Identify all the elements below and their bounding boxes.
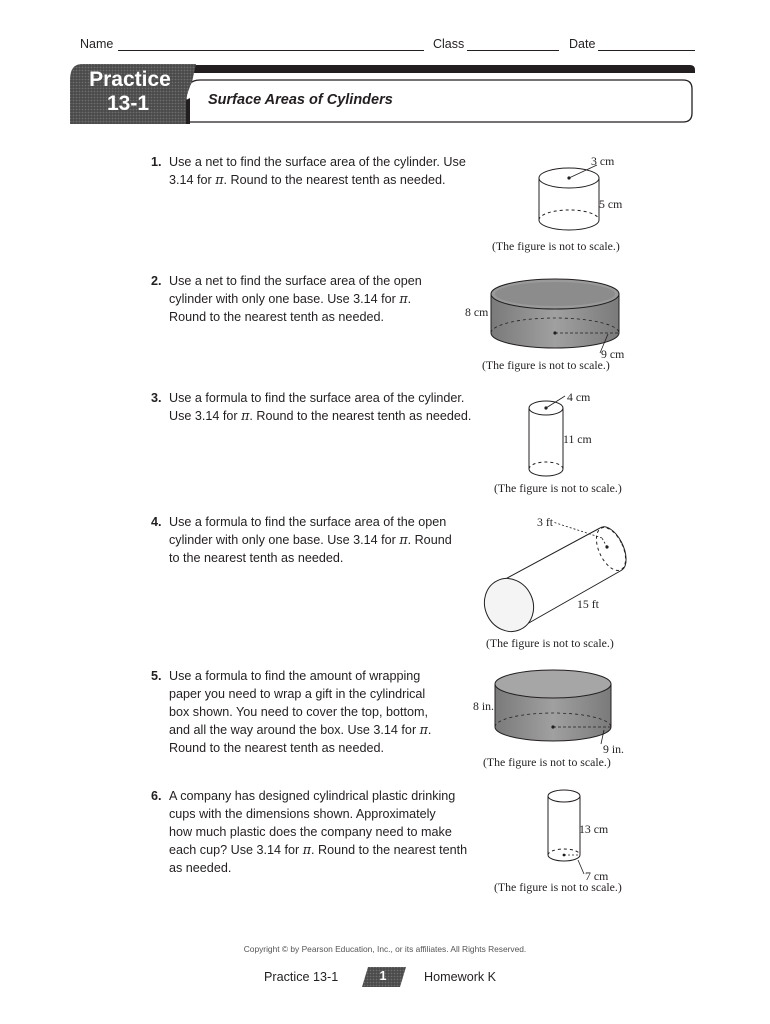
pi-symbol: π (399, 291, 408, 306)
figure-1-height-label: 5 cm (599, 197, 623, 211)
question-text-line: Round to the nearest tenth as needed. (169, 310, 384, 324)
question-text-line: box shown. You need to cover the top, bottom, (169, 705, 429, 719)
question-text-line: how much plastic does the company need to make (169, 825, 452, 839)
question-number: 3. (151, 391, 162, 405)
question-number: 2. (151, 274, 162, 288)
question-text-line: . Round to the nearest tenth as needed. (223, 173, 446, 187)
figure-4-tilted-cylinder (470, 510, 640, 640)
practice-number: 13-1 (106, 92, 150, 115)
figure-4-radius-label: 3 ft (537, 515, 554, 529)
figure-5-note: (The figure is not to scale.) (483, 755, 611, 769)
figure-5-height-label: 8 in. (473, 699, 494, 713)
figure-1-radius-label: 3 cm (591, 154, 615, 168)
question-text-line: A company has designed cylindrical plastic drinking (169, 789, 456, 803)
figure-2-height-label: 8 cm (465, 305, 489, 319)
question-text-line: cups with the dimensions shown. Approximately (169, 807, 436, 821)
footer-homework-label: Homework K (424, 970, 497, 984)
figure-2-radius-label: 9 cm (601, 347, 625, 361)
question-text-line: each cup? Use 3.14 for (169, 843, 300, 857)
figure-3-radius-label: 4 cm (567, 390, 591, 404)
pi-symbol: π (241, 408, 250, 423)
question-text-line: cylinder with only one base. Use 3.14 for (169, 292, 396, 306)
figure-3-note: (The figure is not to scale.) (494, 481, 622, 495)
figure-3-height-label: 11 cm (563, 432, 592, 446)
question-text-line: Use a net to find the surface area of the open (169, 274, 422, 288)
question-text-line: Round to the nearest tenth as needed. (169, 741, 384, 755)
question-number: 6. (151, 789, 162, 803)
figure-4-length-label: 15 ft (577, 597, 599, 611)
name-label: Name (80, 37, 114, 51)
question-number: 4. (151, 515, 162, 529)
figure-6-height-label: 13 cm (579, 822, 609, 836)
date-label: Date (569, 37, 596, 51)
practice-word: Practice (89, 68, 171, 91)
question-text-line: Use a net to find the surface area of the cylinder. Use (169, 155, 466, 169)
question-text-line: 3.14 for (169, 173, 212, 187)
figure-1-note: (The figure is not to scale.) (492, 239, 620, 253)
question-text-line: paper you need to wrap a gift in the cylindrical (169, 687, 426, 701)
pi-symbol: π (215, 172, 224, 187)
question-text-line: Use a formula to find the surface area of the cylinder. (169, 391, 465, 405)
question-text-line: to the nearest tenth as needed. (169, 551, 344, 565)
question-text-line: and all the way around the box. Use 3.14 for (169, 723, 417, 737)
class-label: Class (433, 37, 465, 51)
question-text-line: Use a formula to find the surface area of the open (169, 515, 447, 529)
question-text-line: Use 3.14 for (169, 409, 238, 423)
page-title: Surface Areas of Cylinders (208, 92, 393, 108)
pi-symbol: π (419, 722, 428, 737)
figure-5-radius-label: 9 in. (603, 742, 624, 756)
figure-6-note: (The figure is not to scale.) (494, 880, 622, 894)
page-number: 1 (379, 969, 387, 983)
copyright-notice: Copyright © by Pearson Education, Inc., or its affiliates. All Rights Reserved. (243, 944, 527, 954)
footer-practice-label: Practice 13-1 (264, 970, 339, 984)
figure-2-note: (The figure is not to scale.) (482, 358, 610, 372)
question-number: 1. (151, 155, 162, 169)
question-text-line: as needed. (169, 861, 232, 875)
question-text-line: Use a formula to find the amount of wrapping (169, 669, 421, 683)
pi-symbol: π (302, 842, 311, 857)
question-text-line: cylinder with only one base. Use 3.14 for (169, 533, 396, 547)
figure-4-note: (The figure is not to scale.) (486, 636, 614, 650)
pi-symbol: π (399, 532, 408, 547)
figure-6-diameter-label: 7 cm (585, 869, 609, 883)
question-number: 5. (151, 669, 162, 683)
